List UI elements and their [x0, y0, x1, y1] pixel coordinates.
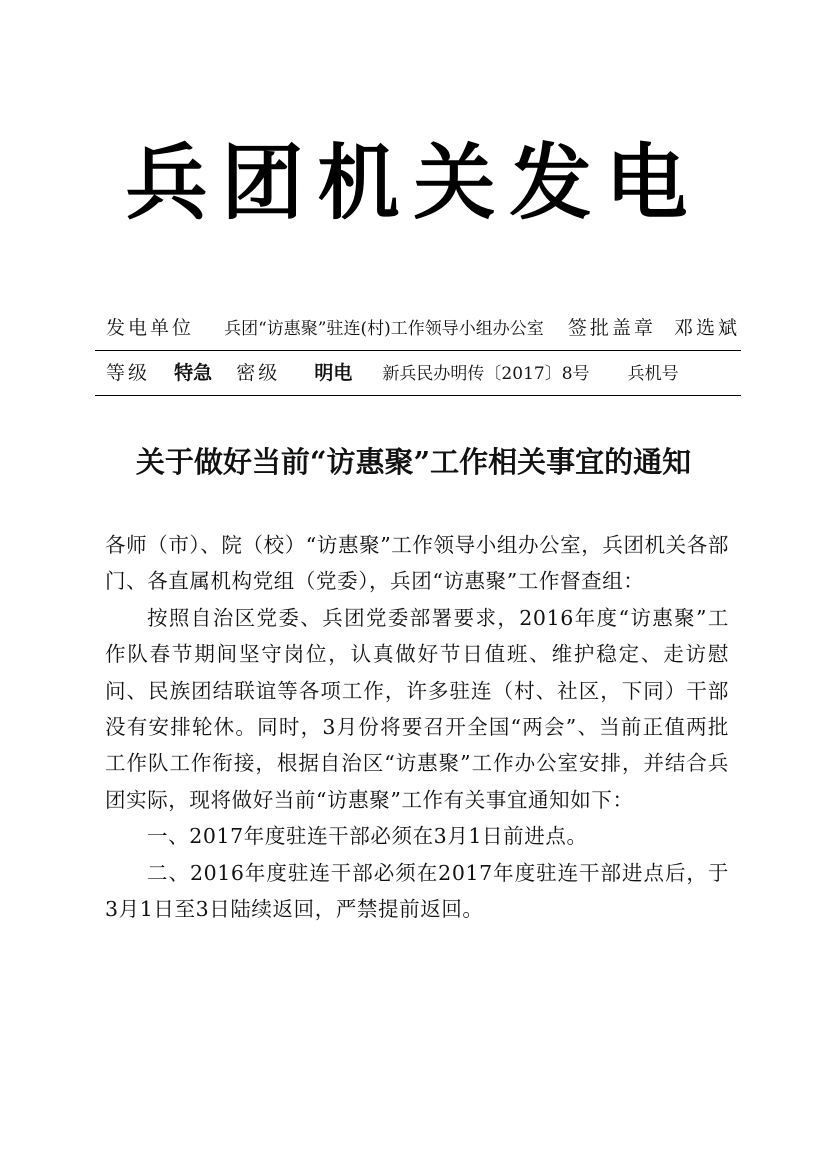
header-divider-top	[95, 350, 741, 351]
header-divider-bottom	[95, 395, 741, 396]
document-body	[105, 527, 729, 927]
signer-label: 签批盖章	[567, 317, 656, 339]
addressee-line: 各师（市）、院（校）“访惠聚”工作领导小组办公室，兵团机关各部门、各直属机构党组（党委），兵团“访惠聚”工作督查组：	[105, 533, 729, 594]
machine-number-label: 兵机号	[627, 364, 679, 384]
document-title: 关于做好当前“访惠聚”工作相关事宜的通知	[135, 445, 692, 479]
body-paragraph: 二、2016年度驻连干部必须在2017年度驻连干部进点后，于3月1日至3日陆续返回，严禁提前返回。	[105, 860, 729, 922]
secrecy-label: 密级	[236, 362, 281, 384]
signer-name: 邓选斌	[673, 317, 740, 339]
level-label: 等级	[106, 362, 151, 384]
level-value: 特急	[174, 362, 213, 384]
body-paragraph: 按照自治区党委、兵团党委部署要求，2016年度“访惠聚”工作队春节期间坚守岗位，认真做好节日值班、维护稳定、走访慰问、民族团结联谊等各项工作，许多驻连（村、社区，下同）干部没有安排轮休。同时，3月份将要召开全国“两会”、当前正值两批工作队工作衔接，根据自治区“访惠聚”工作办公室安排，并结合兵团实际，现将做好当前“访惠聚”工作有关事宜通知如下：	[105, 605, 729, 812]
sender-row	[106, 313, 740, 344]
classification-row	[106, 358, 727, 389]
sender-value: 兵团“访惠聚”驻连(村)工作领导小组办公室	[224, 319, 544, 339]
secrecy-value: 明电	[314, 362, 353, 384]
document-number: 新兵民办明传〔2017〕8号	[382, 364, 590, 384]
masthead-title: 兵团机关发电	[125, 135, 702, 231]
sender-label: 发电单位	[106, 317, 195, 339]
body-paragraph: 一、2017年度驻连干部必须在3月1日前进点。	[147, 824, 588, 849]
